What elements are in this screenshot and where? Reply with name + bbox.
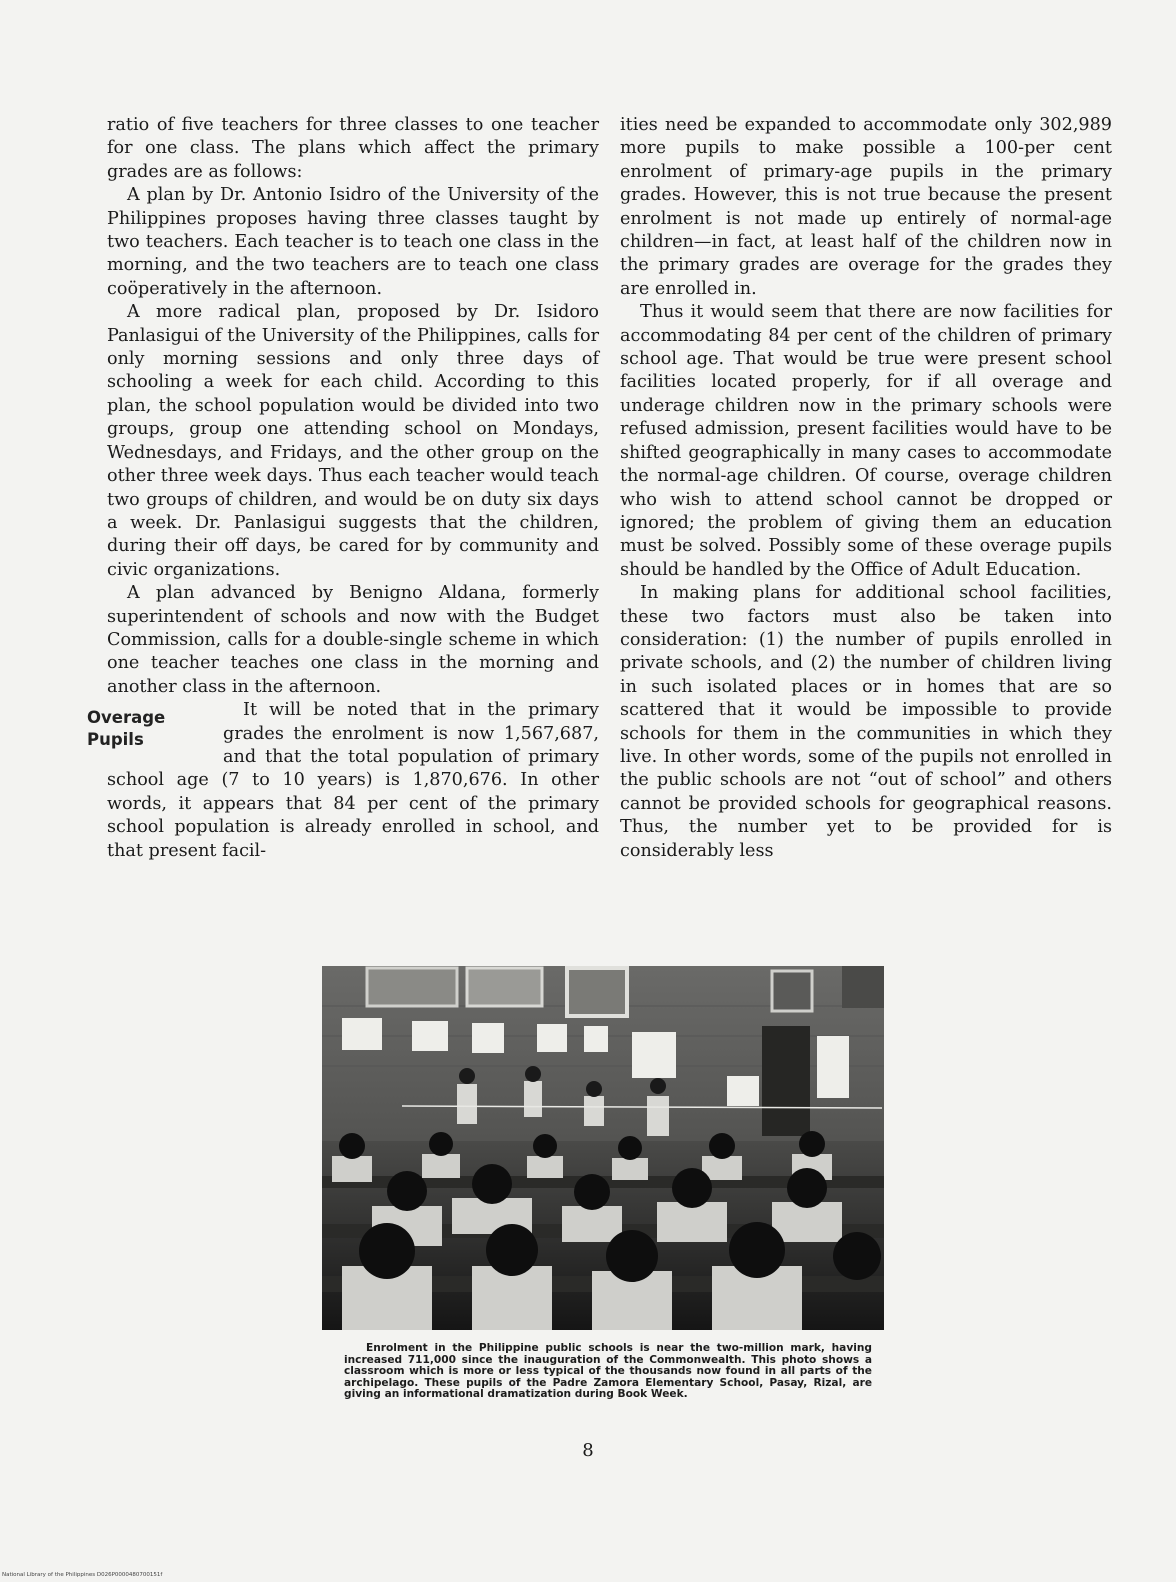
footer-source-line: National Library of the Philippines D026P0000480700151f bbox=[2, 1572, 163, 1578]
paragraph: ratio of five teachers for three classes to one teacher for one class. The plans which affect the primary grades are as follows: bbox=[107, 115, 599, 182]
classroom-photo bbox=[322, 966, 884, 1330]
left-column bbox=[87, 114, 599, 863]
page-number: 8 bbox=[582, 1440, 594, 1461]
paragraph-with-sidehead bbox=[87, 699, 599, 863]
photo-caption: Enrolment in the Philippine public schools is near the two-million mark, having increased 711,000 since the inauguration of the Commonwealth. This photo shows a classroom which is more or less typical of the thousands now found in all parts of the archipelago. These pupils of the Padre Zamora Elementary School, Pasay, Rizal, are giving an informational dramatization during Book Week. bbox=[344, 1342, 872, 1401]
paragraph: A plan by Dr. Antonio Isidro of the University of the Philippines proposes having three classes taught by two teachers. Each teacher is to teach one class in the morning, and the two teachers are to teach one class coöperatively in the afternoon. bbox=[107, 185, 599, 299]
paragraph: A more radical plan, proposed by Dr. Isidoro Panlasigui of the University of the Philippines, calls for only morning sessions and only three days of schooling a week for each child. According to this plan, the school population would be divided into two groups, group one attending school on Mondays, Wednesdays, and Fridays, and the other group on the other three week days. Thus each teacher would teach two groups of children, and would be on duty six days a week. Dr. Panlasigui suggests that the children, during their off days, be cared for by community and civic organizations. bbox=[107, 302, 599, 580]
classroom-photo-illustration bbox=[322, 966, 884, 1330]
paragraph: ities need be expanded to accommodate only 302,989 more pupils to make possible a 100-per cent enrolment of primary-age pupils in the primary grades. However, this is not true because the present enrolment is not made up entirely of normal-age children—in fact, at least half of the children now in the primary grades are overage for the grades they are enrolled in. bbox=[620, 115, 1112, 299]
paragraph: Thus it would seem that there are now facilities for accommodating 84 per cent of the children of primary school age. That would be true were present school facilities located properly, for if all overage and underage children now in the primary schools were refused admission, present facilities would have to be shifted geographically in many cases to accommodate the normal-age children. Of course, overage children who wish to attend school cannot be dropped or ignored; the problem of giving them an education must be solved. Possibly some of these overage pupils should be handled by the Office of Adult Education. bbox=[620, 302, 1112, 580]
sidehead-overage-pupils: Overage Pupils bbox=[87, 708, 166, 750]
paragraph: A plan advanced by Benigno Aldana, formerly superintendent of schools and now with the Budget Commission, calls for a double-single scheme in which one teacher teaches one class in the morning and another class in the afternoon. bbox=[107, 583, 599, 697]
paragraph-text: It will be noted that in the primary grades the enrolment is now 1,567,687, and that the total population of primary school age (7 to 10 years) is 1,870,676. In other words, it appears that 84 per cent of the primary school population is already enrolled in school, and that present facil- bbox=[107, 700, 599, 861]
right-column bbox=[620, 114, 1112, 863]
paragraph: In making plans for additional school facilities, these two factors must also be taken into consideration: (1) the number of pupils enrolled in private schools, and (2) the number of children living in such isolated places or in homes that are so scattered that it would be impossible to provide schools for them in the communities in which they live. In other words, some of the pupils not enrolled in the public schools are not “out of school” and others cannot be provided schools for geographical reasons. Thus, the number yet to be provided for is considerably less bbox=[620, 583, 1112, 861]
